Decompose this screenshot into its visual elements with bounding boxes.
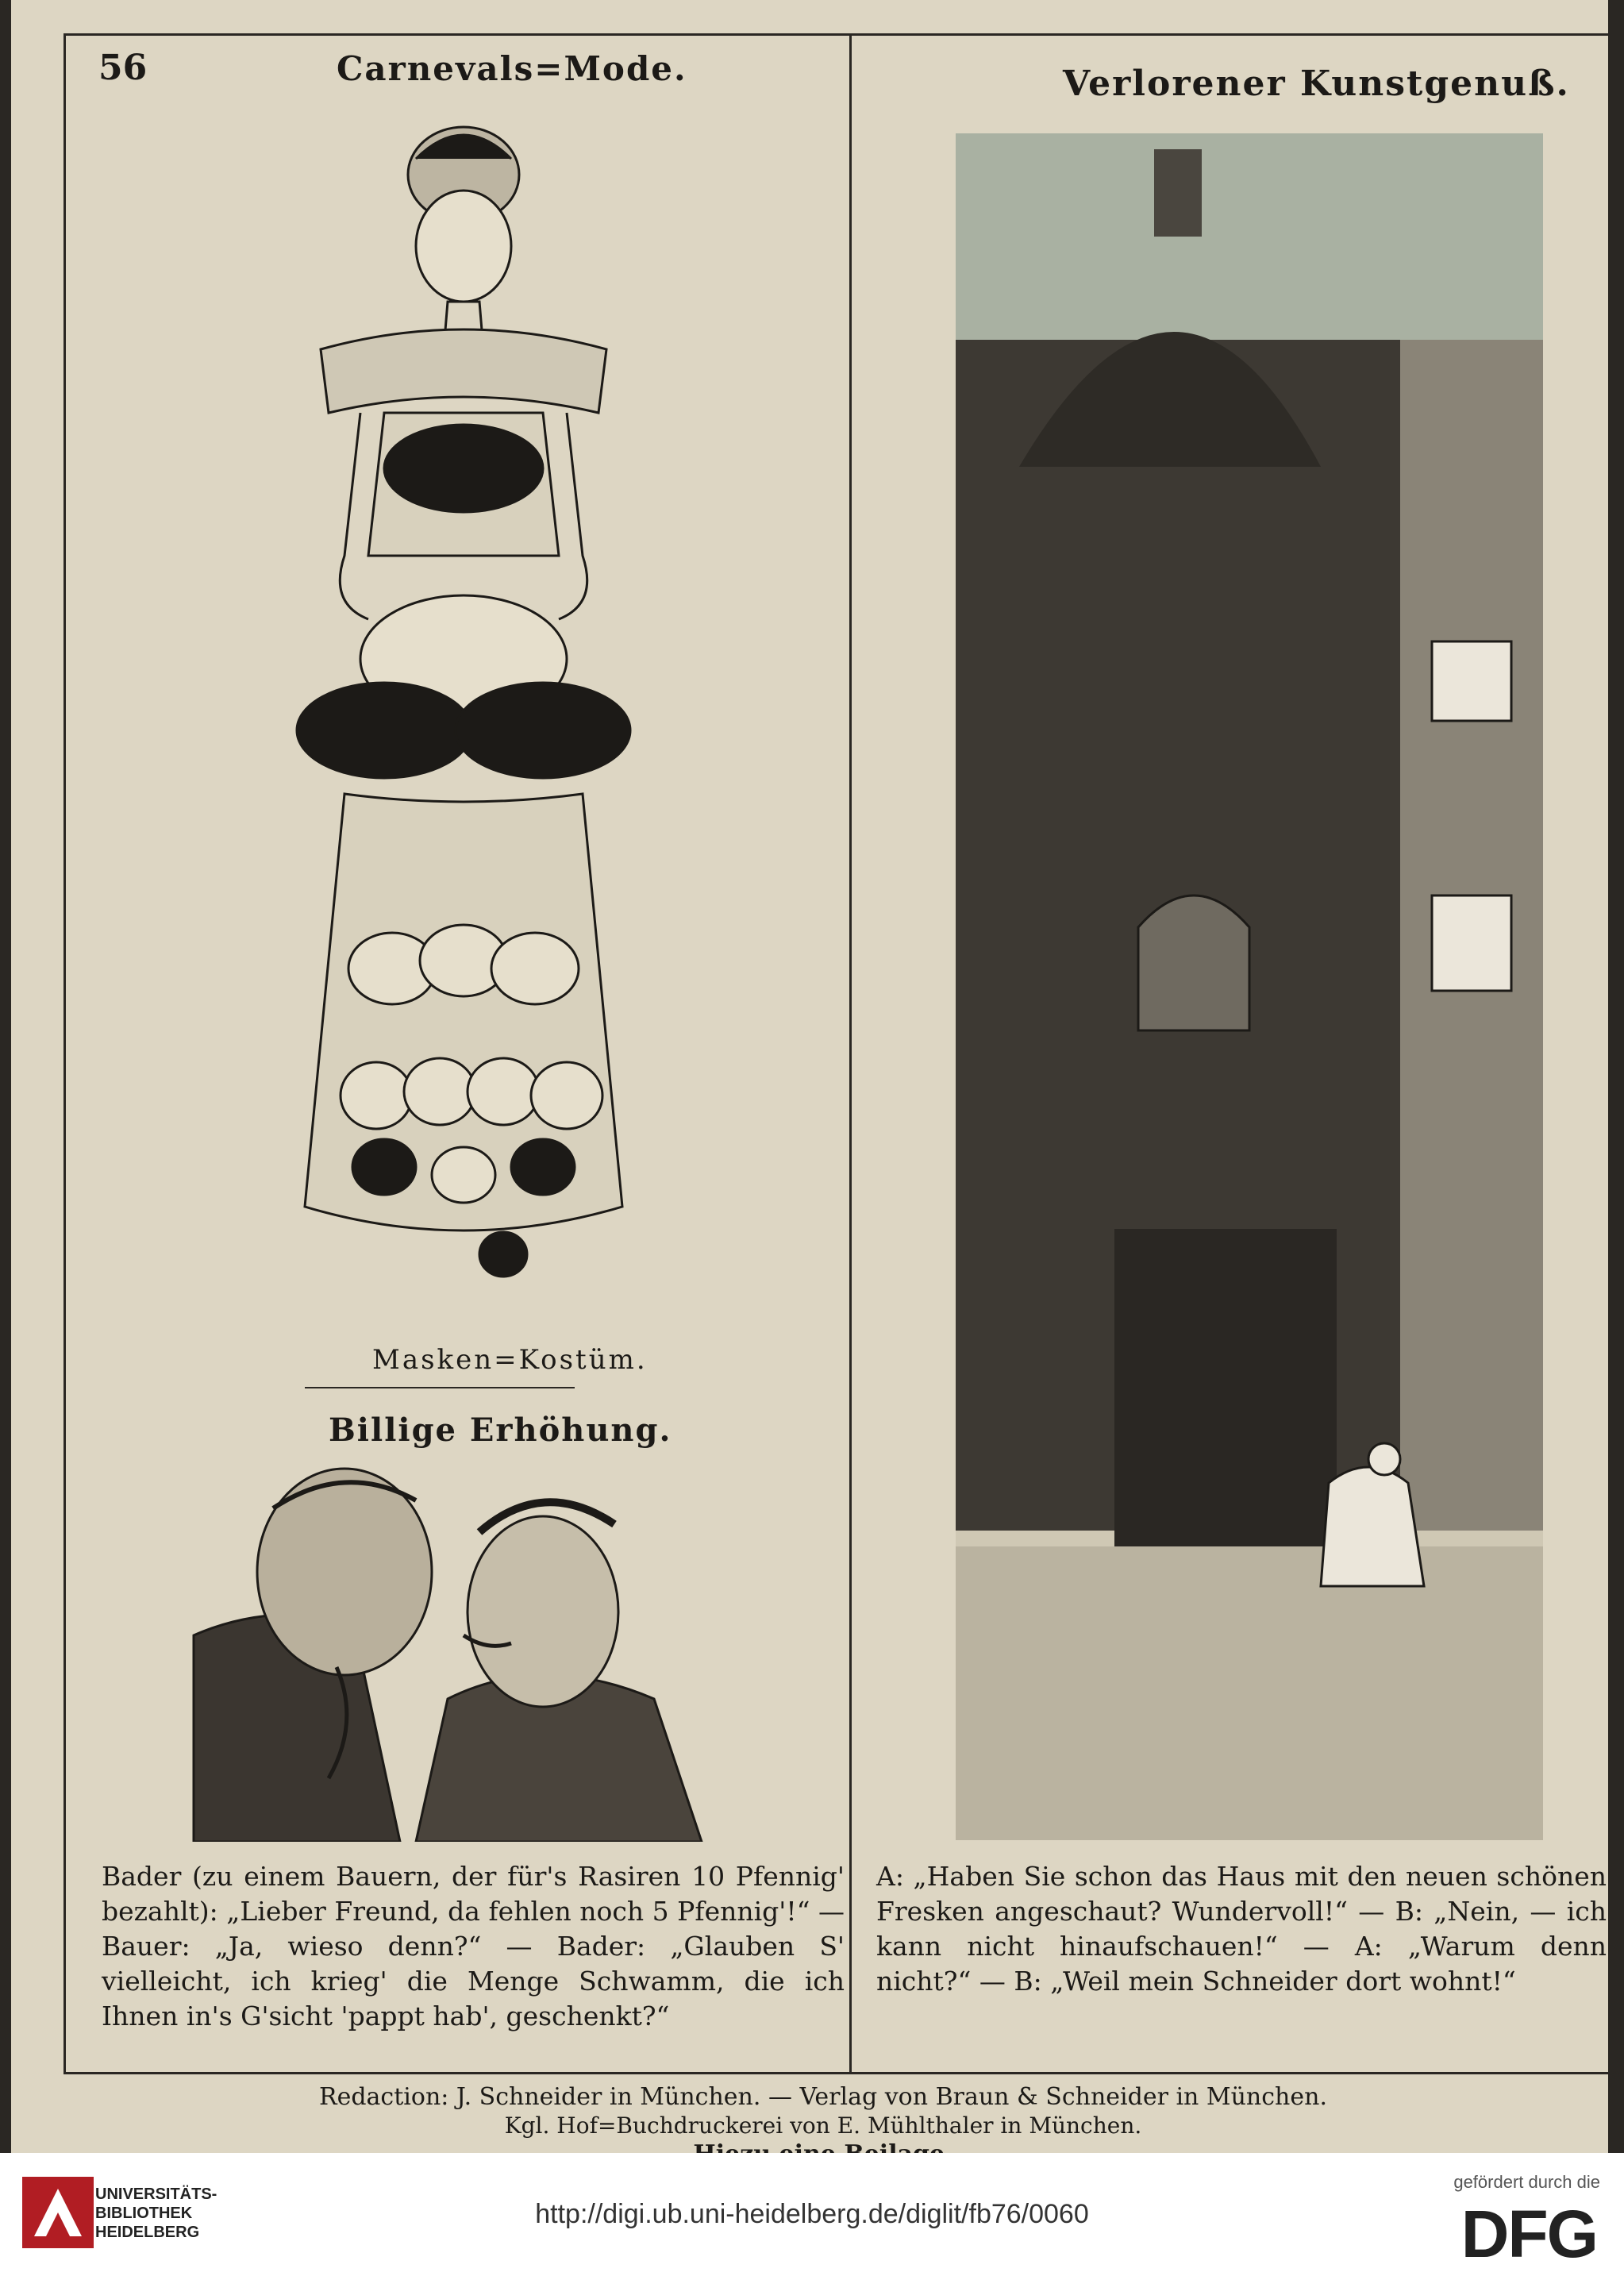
library-line-1: UNIVERSITÄTS- bbox=[95, 2185, 217, 2203]
frame-top-rule bbox=[63, 33, 1611, 36]
mask-caption: Masken=Kostüm. bbox=[372, 1344, 648, 1376]
facade-illustration bbox=[956, 133, 1543, 1840]
funding-note: gefördert durch die bbox=[1453, 2172, 1600, 2192]
newspaper-page bbox=[11, 0, 1608, 2153]
barber-illustration bbox=[146, 1461, 821, 1842]
dfg-logo: DFG bbox=[1460, 2197, 1597, 2271]
source-url[interactable]: http://digi.ub.uni-heidelberg.de/diglit/fb76/0060 bbox=[535, 2199, 1089, 2229]
right-title: Verlorener Kunstgenuß. bbox=[1063, 64, 1570, 104]
digitization-footer bbox=[0, 2153, 1624, 2276]
page-number: 56 bbox=[98, 48, 148, 88]
art-joke-text: A: „Haben Sie schon das Haus mit den neuen schönen Fresken angeschaut? Wundervoll!“ — B: „Nein, — ich kann nicht hinaufschauen!“ — A: „Warum denn nicht?“ — B: „Weil mein Schneider dort wohnt!“ bbox=[876, 1861, 1607, 1997]
frame-left-rule bbox=[63, 33, 66, 2072]
library-line-2: BIBLIOTHEK bbox=[95, 2205, 193, 2222]
imprint-line-1: Redaction: J. Schneider in München. — Verlag von Braun & Schneider in München. bbox=[319, 2083, 1327, 2111]
left-title: Carnevals=Mode. bbox=[337, 49, 687, 88]
column-divider bbox=[849, 36, 852, 2072]
imprint-line-2: Kgl. Hof=Buchdruckerei von E. Mühlthaler in München. bbox=[504, 2112, 1142, 2139]
library-line-3: HEIDELBERG bbox=[95, 2224, 200, 2241]
mask-costume-illustration bbox=[225, 111, 702, 1326]
barber-title: Billige Erhöhung. bbox=[329, 1411, 672, 1449]
barber-joke-text: Bader (zu einem Bauern, der für's Rasiren 10 Pfennig' bezahlt): „Lieber Freund, da fehlen noch 5 Pfennig'!“ — Bauer: „Ja, wieso denn?“ — Bader: „Glauben S' vielleicht, ich krieg' die Menge Schwamm, die ich Ihnen in's G'sicht 'pappt hab', geschenkt?“ bbox=[102, 1861, 845, 2031]
frame-bottom-rule bbox=[63, 2072, 1611, 2074]
caption-rule bbox=[305, 1387, 575, 1388]
